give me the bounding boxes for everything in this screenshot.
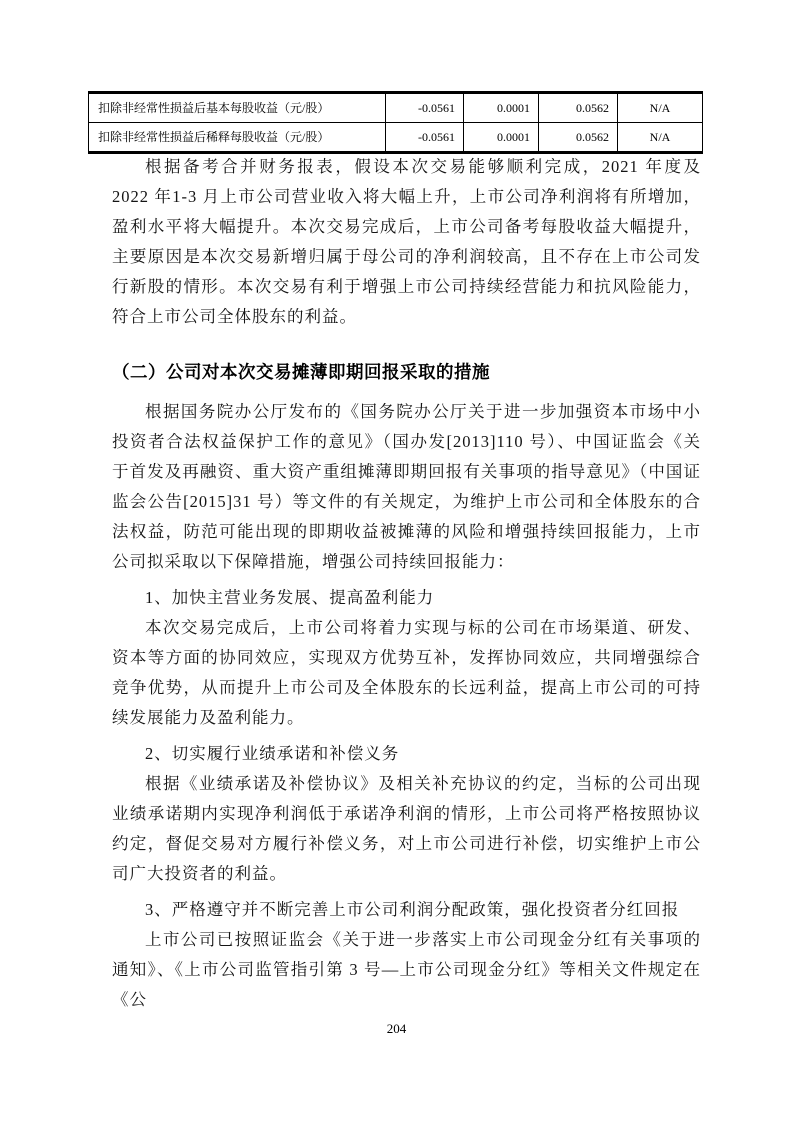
table-cell-value: 0.0562 xyxy=(539,93,618,123)
table-cell-value: N/A xyxy=(618,93,703,123)
table-row-basic-eps xyxy=(89,93,703,123)
section-heading-measures: （二）公司对本次交易摊薄即期回报采取的措施 xyxy=(112,362,490,382)
paragraph-item-3: 上市公司已按照证监会《关于进一步落实上市公司现金分红有关事项的通知》、《上市公司监管指引第 3 号—上市公司现金分红》等相关文件规定在《公 xyxy=(112,930,701,1009)
eps-table xyxy=(88,91,703,154)
table-cell-value: 0.0562 xyxy=(539,123,618,153)
item-title-2: 2、切实履行业绩承诺和补偿义务 xyxy=(145,744,400,763)
table-cell-label: 扣除非经常性损益后稀释每股收益（元/股） xyxy=(89,123,386,153)
table-cell-value: N/A xyxy=(618,123,703,153)
table-cell-value: -0.0561 xyxy=(386,123,464,153)
document-body xyxy=(112,152,701,1015)
paragraph-item-2: 根据《业绩承诺及补偿协议》及相关补充协议的约定，当标的公司出现业绩承诺期内实现净利润低于承诺净利润的情形，上市公司将严格按照协议约定，督促交易对方履行补偿义务，对上市公司进行补偿，切实维护上市公司广大投资者的利益。 xyxy=(112,774,701,883)
paragraph-pro-forma-summary: 根据备考合并财务报表，假设本次交易能够顺利完成，2021 年度及 2022 年1-3 月上市公司营业收入将大幅上升，上市公司净利润将有所增加，盈利水平将大幅提升。本次交易完成后，上市公司备考每股收益大幅提升，主要原因是本次交易新增归属于母公司的净利润较高，且不存在上市公司发行新股的情形。本次交易有利于增强上市公司持续经营能力和抗风险能力，符合上市公司全体股东的利益。 xyxy=(112,157,701,326)
table-cell-value: 0.0001 xyxy=(464,93,539,123)
paragraph-regulations: 根据国务院办公厅发布的《国务院办公厅关于进一步加强资本市场中小投资者合法权益保护工作的意见》（国办发[2013]110 号）、中国证监会《关于首发及再融资、重大资产重组摊薄即期回报有关事项的指导意见》（中国证监会公告[2015]31 号）等文件的有关规定，为维护上市公司和全体股东的合法权益，防范可能出现的即期收益被摊薄的风险和增强持续回报能力，上市公司拟采取以下保障措施，增强公司持续回报能力： xyxy=(112,402,701,571)
paragraph-item-1: 本次交易完成后，上市公司将着力实现与标的公司在市场渠道、研发、资本等方面的协同效应，实现双方优势互补，发挥协同效应，共同增强综合竞争优势，从而提升上市公司及全体股东的长远利益，提高上市公司的可持续发展能力及盈利能力。 xyxy=(112,618,701,727)
item-title-1: 1、加快主营业务发展、提高盈利能力 xyxy=(145,588,435,607)
table-cell-value: -0.0561 xyxy=(386,93,464,123)
page-number: 204 xyxy=(386,1021,407,1036)
table-cell-value: 0.0001 xyxy=(464,123,539,153)
table-cell-label: 扣除非经常性损益后基本每股收益（元/股） xyxy=(89,93,386,123)
table-row-diluted-eps xyxy=(89,123,703,153)
item-title-3: 3、严格遵守并不断完善上市公司利润分配政策，强化投资者分红回报 xyxy=(145,900,680,919)
